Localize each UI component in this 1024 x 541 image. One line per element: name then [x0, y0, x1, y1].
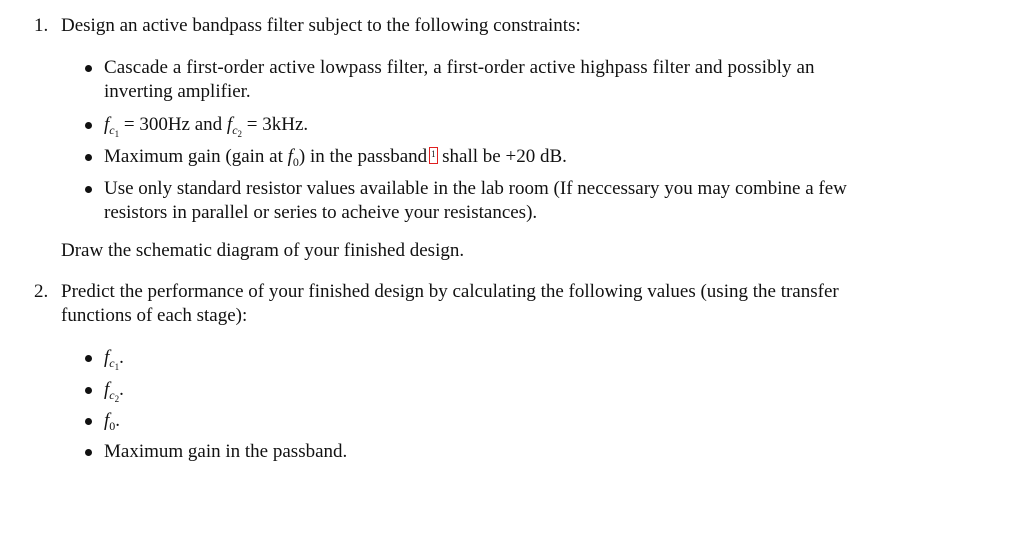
- bullet-icon: [85, 186, 92, 193]
- fc2-subscript-c: c: [232, 123, 238, 137]
- bullet-icon: [85, 355, 92, 362]
- constraint-gain: [104, 145, 964, 177]
- fc1-symbol: f: [104, 114, 110, 135]
- problem-1-constraints-list: [104, 56, 964, 225]
- fc2-subscript-c: c: [109, 388, 115, 402]
- problem-1-number: [34, 14, 48, 38]
- fc2-subscript-2: 2: [237, 129, 243, 139]
- value-max-gain: [104, 440, 604, 471]
- problem-1-draw-text: Draw the schematic diagram of your finished design.: [61, 240, 465, 261]
- problem-1-draw-instruction: [61, 239, 464, 263]
- bullet-icon: [85, 154, 92, 161]
- constraint-cascade-line1: Cascade a first-order active lowpass filter, a first-order active highpass filter and possibly an: [104, 57, 815, 78]
- constraint-cascade-line2: inverting amplifier.: [104, 81, 251, 102]
- fc2-subscript-2: 2: [114, 394, 120, 404]
- fc1-subscript-c: c: [109, 123, 115, 137]
- gain-text-pre: Maximum gain (gain at: [104, 146, 283, 167]
- problem-1-number-text: 1.: [34, 15, 49, 36]
- footnote-link[interactable]: [429, 147, 438, 164]
- fc1-value: = 300Hz and: [123, 114, 223, 135]
- gain-text-mid: ) in the passband: [298, 146, 428, 167]
- constraint-resistors: [104, 177, 964, 225]
- value-f0: [104, 409, 604, 440]
- bullet-icon: [85, 65, 92, 72]
- problem-2-intro-line1: Predict the performance of your finished design by calculating the following values (using the transfer: [61, 281, 839, 302]
- bullet-icon: [85, 449, 92, 456]
- problem-2-number-text: 2.: [34, 281, 49, 302]
- value-max-gain-text: Maximum gain in the passband.: [104, 441, 348, 462]
- gain-text-post: shall be +20 dB.: [442, 146, 567, 167]
- fc1-subscript-c: c: [109, 356, 115, 370]
- constraint-resistors-line1: Use only standard resistor values available in the lab room (If neccessary you may combine a few: [104, 178, 847, 199]
- period: .: [115, 410, 121, 431]
- constraint-resistors-line2: resistors in parallel or series to acheive your resistances).: [104, 202, 538, 223]
- constraint-cascade: [104, 56, 964, 113]
- value-fc2: [104, 378, 604, 409]
- f0-symbol: f: [287, 146, 293, 167]
- fc2-symbol: f: [226, 114, 233, 135]
- bullet-icon: [85, 418, 92, 425]
- f0-subscript: 0: [109, 419, 116, 433]
- fc2-symbol: f: [104, 379, 110, 400]
- fc2-value: = 3kHz.: [246, 114, 309, 135]
- period: .: [119, 379, 124, 400]
- problem-1-intro-text: Design an active bandpass filter subject to the following constraints:: [61, 15, 581, 36]
- value-fc1: [104, 346, 604, 378]
- problem-2-intro: [61, 280, 961, 328]
- footnote-number: 1: [431, 149, 436, 159]
- problem-2-number: [34, 280, 48, 304]
- problem-2-intro-line2: functions of each stage):: [61, 305, 248, 326]
- fc1-subscript-1: 1: [114, 362, 120, 372]
- constraint-cutoff: [104, 113, 964, 145]
- f0-subscript: 0: [292, 155, 299, 169]
- bullet-icon: [85, 387, 92, 394]
- fc1-symbol: f: [104, 347, 110, 368]
- period: .: [119, 347, 124, 368]
- problem-2-values-list: [104, 346, 604, 471]
- f0-symbol: f: [104, 410, 110, 431]
- bullet-icon: [85, 122, 92, 129]
- problem-1-intro: [61, 14, 581, 38]
- fc1-subscript-1: 1: [114, 129, 120, 139]
